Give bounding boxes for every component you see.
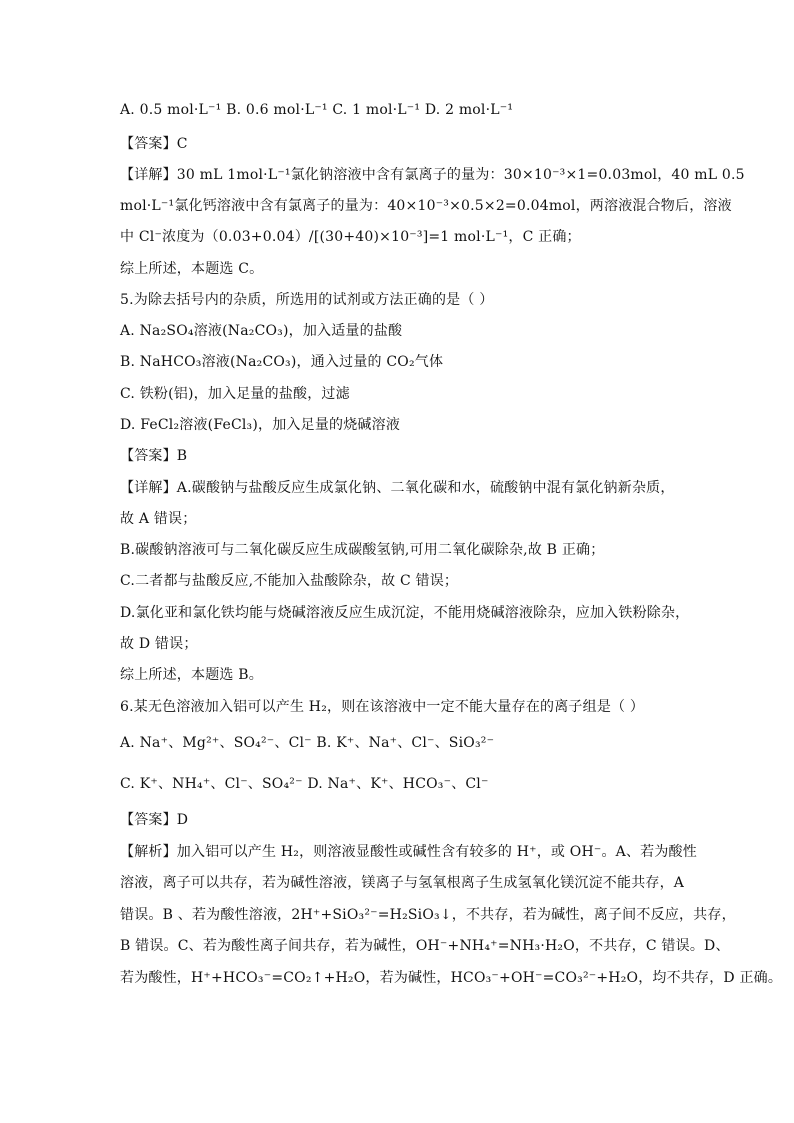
text-line-l18: 故 D 错误； [120, 636, 198, 652]
text-line-l20: 6.某无色溶液加入铝可以产生 H₂，则在该溶液中一定不能大量存在的离子组是（ ） [120, 699, 645, 715]
text-line-l6: 综上所述，本题选 C。 [120, 261, 264, 277]
text-line-l24: 【解析】加入铝可以产生 H₂，则溶液显酸性或碱性含有较多的 H⁺，或 OH⁻。A、若为酸性 [120, 844, 697, 860]
text-line-l7: 5.为除去括号内的杂质，所选用的试剂或方法正确的是（ ） [120, 292, 494, 308]
text-line-l3: 【详解】30 mL 1mol·L⁻¹氯化钠溶液中含有氯离子的量为：30×10⁻³×1=0.03mol，40 mL 0.5 [120, 167, 745, 183]
text-line-l26: 错误。B 、若为酸性溶液，2H⁺+SiO₃²⁻=H₂SiO₃↓，不共存，若为碱性，离子间不反应，共存， [120, 907, 736, 923]
text-line-l5: 中 Cl⁻浓度为（0.03+0.04）/[(30+40)×10⁻³]=1 mol·L⁻¹，C 正确； [120, 229, 581, 245]
text-line-l11: D. FeCl₂溶液(FeCl₃)，加入足量的烧碱溶液 [120, 417, 401, 433]
text-line-l9: B. NaHCO₃溶液(Na₂CO₃)，通入过量的 CO₂气体 [120, 354, 444, 370]
text-line-l12: 【答案】B [120, 448, 188, 464]
text-line-l10: C. 铁粉(铝)，加入足量的盐酸，过滤 [120, 386, 350, 402]
text-line-l2: 【答案】C [120, 136, 188, 152]
text-line-l17: D.氯化亚和氯化铁均能与烧碱溶液反应生成沉淀，不能用烧碱溶液除杂，应加入铁粉除杂， [120, 605, 690, 621]
text-line-l8: A. Na₂SO₄溶液(Na₂CO₃)，加入适量的盐酸 [120, 323, 403, 339]
text-line-l14: 故 A 错误； [120, 511, 197, 527]
text-line-l1: A. 0.5 mol·L⁻¹ B. 0.6 mol·L⁻¹ C. 1 mol·L⁻¹ D. 2 mol·L⁻¹ [120, 102, 514, 118]
text-line-l16: C.二者都与盐酸反应,不能加入盐酸除杂，故 C 错误； [120, 573, 459, 589]
text-line-l28: 若为酸性，H⁺+HCO₃⁻=CO₂↑+H₂O，若为碱性，HCO₃⁻+OH⁻=CO₃²⁻+H₂O，均不共存，D 正确。 [120, 970, 783, 986]
text-line-l23: 【答案】D [120, 812, 189, 828]
text-line-l21: A. Na⁺、Mg²⁺、SO₄²⁻、Cl⁻ B. K⁺、Na⁺、Cl⁻、SiO₃²⁻ [120, 735, 495, 751]
text-line-l4: mol·L⁻¹氯化钙溶液中含有氯离子的量为：40×10⁻³×0.5×2=0.04mol，两溶液混合物后，溶液 [120, 198, 732, 214]
text-line-l22: C. K⁺、NH₄⁺、Cl⁻、SO₄²⁻ D. Na⁺、K⁺、HCO₃⁻、Cl⁻ [120, 776, 489, 792]
text-line-l13: 【详解】A.碳酸钠与盐酸反应生成氯化钠、二氧化碳和水，硫酸钠中混有氯化钠新杂质， [120, 480, 675, 496]
text-line-l25: 溶液，离子可以共存，若为碱性溶液，镁离子与氢氧根离子生成氢氧化镁沉淀不能共存，A [120, 875, 685, 891]
text-line-l27: B 错误。C、若为酸性离子间共存，若为碱性，OH⁻+NH₄⁺=NH₃·H₂O，不共存，C 错误。D、 [120, 938, 730, 954]
text-line-l19: 综上所述，本题选 B。 [120, 667, 263, 683]
text-line-l15: B.碳酸钠溶液可与二氧化碳反应生成碳酸氢钠,可用二氧化碳除杂,故 B 正确； [120, 542, 605, 558]
